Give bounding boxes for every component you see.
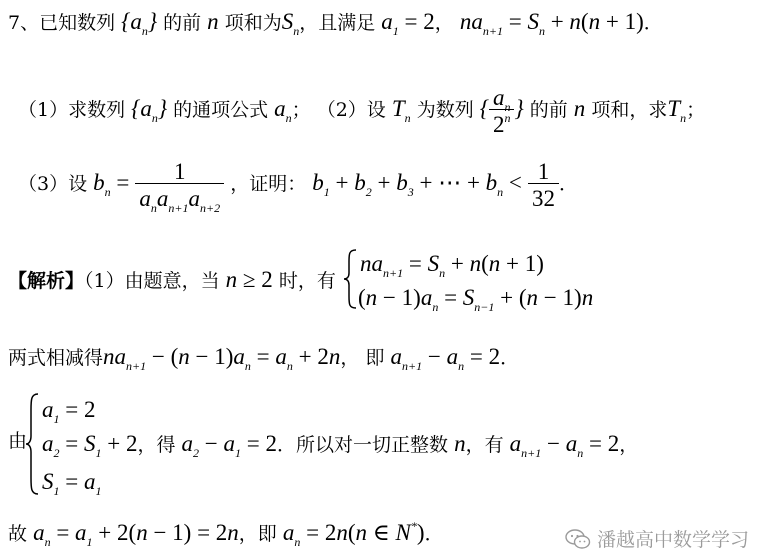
solution-step1b: 时，有 — [278, 270, 336, 292]
wechat-icon — [565, 528, 591, 550]
system1-eq1: $na_{n+1} = S_n + n(n + 1)$ — [360, 251, 544, 280]
solution-line4b: ，即 — [238, 523, 277, 545]
watermark — [565, 525, 749, 552]
math-seq-an: $\{a_n\}$ — [121, 9, 158, 38]
part3-prove: ，证明： — [230, 173, 307, 195]
system2-eq1: $a_1 = 2$ — [42, 397, 96, 426]
fraction-1-32: $\frac{1}{32}$ — [528, 160, 559, 210]
solution-subtract: 两式相减得$na_{n+1} - (n - 1)a_n = a_n + 2n$， 即 $a_{n+1} - a_n = 2$． — [8, 344, 520, 373]
solution-you2: ，有 — [465, 434, 504, 456]
solution-step1-text: （1）由题意，当 — [84, 270, 220, 292]
solution-conclusion: 故 $a_n = a_1 + 2(n - 1) = 2n$，即 $a_n = 2n(n$ ∈ N*)． — [8, 519, 444, 549]
left-brace-system2 — [24, 392, 40, 496]
math-inequality: $b_1 + b_2 + b_3$ + ⋯ + $b_n$ < — [312, 170, 522, 199]
problem-number: 7、 — [8, 12, 40, 34]
problem-part-3: （3）设 $b_n$ = $\frac{1}{a_na_{n+1}a_{n+2}}$ ，证明： $b_1 + b_2 + b_3$ + ⋯ + $b_n$ < $\frac{1}{32}$ ． — [18, 159, 578, 215]
part1-label: （1）求数列 — [18, 99, 126, 121]
fraction-an-over-2n: $\frac{a_n}{2^n}$ — [489, 86, 515, 136]
solution-line2-text: 两式相减得 — [8, 347, 104, 369]
solution-de: ，得 — [137, 434, 176, 456]
system2-eq3: $S_1 = a_1$ — [42, 469, 102, 498]
system1-eq2: $(n - 1)a_n = S_{n-1} + (n - 1)n$ — [358, 285, 594, 314]
problem-intro: 已知数列 — [39, 12, 116, 34]
solution-step1: 【解析】（1）由题意，当 n ≥ 2 时，有 — [8, 267, 336, 292]
problem-parts-1-2: （1）求数列 $\{a_n\}$ 的通项公式 $a_n$； （2）设 $T_n$ 为数列 { $\frac{a_n}{2^n}$ } 的前 n 项和，求$T_n$； — [18, 85, 706, 137]
solution-tag: 【解析】 — [8, 270, 85, 292]
part1-text: 的通项公式 — [173, 99, 269, 121]
system2-eq2: $a_2 = S_1 + 2$，得 $a_2 - a_1 = 2$．所以对一切正整数 n，有 $a_{n+1} - a_n = 2$， — [42, 431, 639, 460]
solution-suoyi: ．所以对一切正整数 — [277, 434, 449, 456]
part2-text: 为数列 — [416, 99, 474, 121]
watermark-text: 潘越高中数学学习 — [596, 529, 749, 551]
problem-statement: 7、已知数列 $\{a_n\}$ 的前 n 项和为$S_n$，且满足 $a_1 = 2$， $na_{n+1} = S_n + n(n + 1)$． — [8, 9, 663, 38]
fraction-bn: $\frac{1}{a_na_{n+1}a_{n+2}}$ — [135, 160, 224, 210]
left-brace-system1 — [342, 248, 358, 310]
solution-you: 由 — [8, 430, 28, 452]
solution-line2b: 即 — [365, 347, 385, 369]
part2-tail2: 项和，求 — [591, 99, 668, 121]
part3-label: （3）设 — [18, 173, 88, 195]
math-a1-eq: $a_1 = 2$ — [381, 9, 435, 38]
solution-line4: 故 — [8, 523, 28, 545]
part2-tail: 的前 — [529, 99, 568, 121]
part2-label: （2）设 — [316, 99, 386, 121]
math-recurrence: $na_{n+1} = S_n + n(n + 1)$ — [459, 9, 644, 38]
